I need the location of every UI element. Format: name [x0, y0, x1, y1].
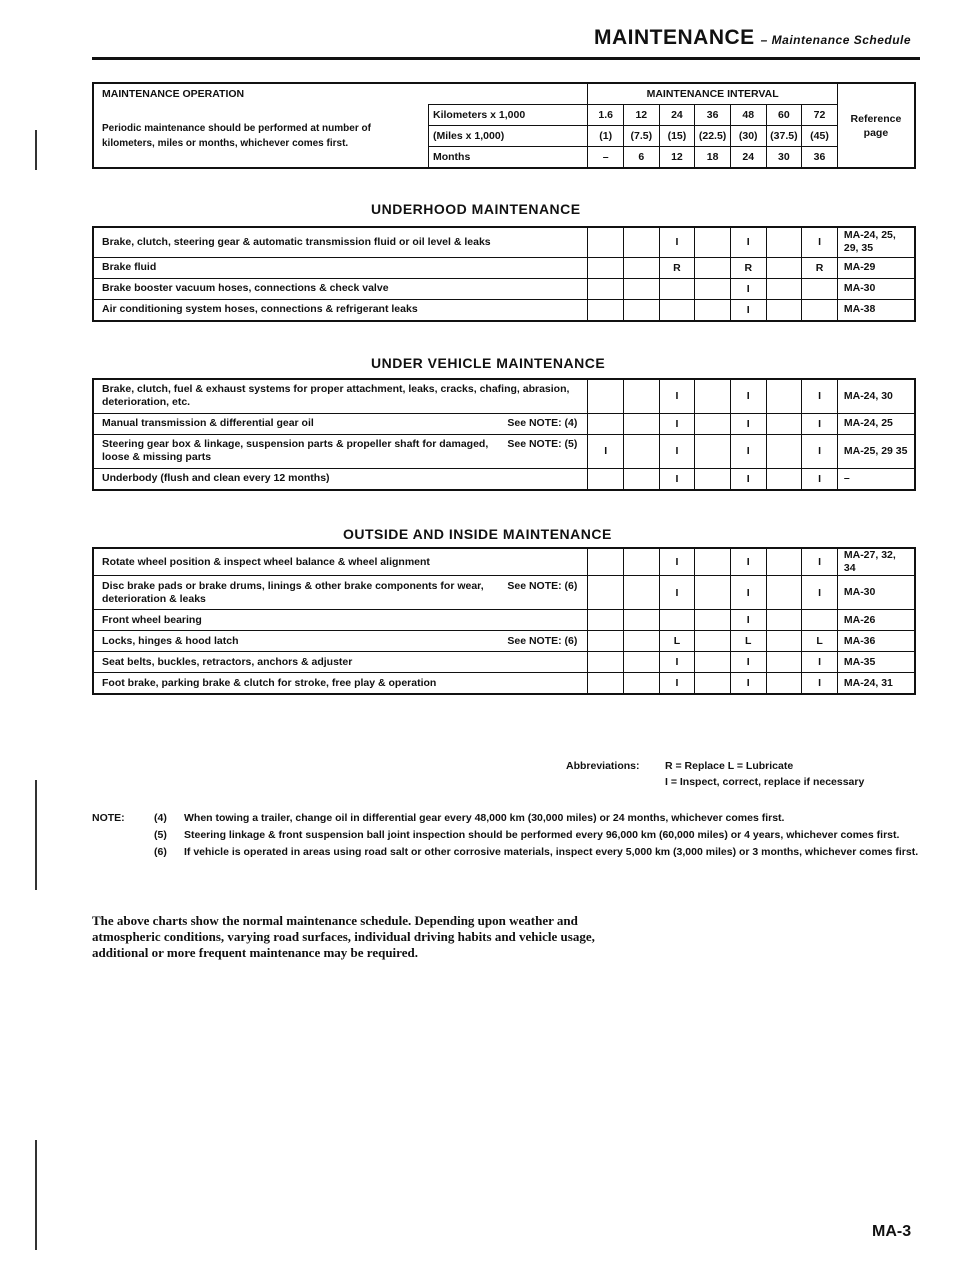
margin-rule-mid — [35, 780, 37, 890]
item-text: Brake booster vacuum hoses, connections & check valve — [102, 282, 389, 294]
interval-mark: I — [659, 379, 695, 413]
abbreviations-line-1: R = Replace L = Lubricate — [665, 760, 794, 772]
margin-rule-top — [35, 130, 37, 170]
header-rule — [92, 57, 920, 60]
interval-mark — [802, 299, 838, 321]
item-text: Brake, clutch, fuel & exhaust systems for proper attachment, leaks, cracks, chafing, abrasion, deterioration, etc. — [102, 383, 570, 409]
interval-cell: (15) — [659, 126, 695, 147]
maintenance-item — [93, 548, 588, 576]
interval-mark: I — [730, 576, 766, 610]
note-number: (6) — [154, 846, 167, 858]
interval-mark: I — [730, 548, 766, 576]
interval-mark: I — [659, 227, 695, 257]
item-text: Brake fluid — [102, 261, 157, 273]
interval-mark — [588, 257, 624, 278]
outside-inside-table — [92, 547, 916, 695]
interval-mark: R — [730, 257, 766, 278]
page-title — [594, 26, 911, 50]
maintenance-item — [93, 434, 588, 468]
interval-cell: 24 — [659, 105, 695, 126]
reference-page: MA-24, 30 — [837, 379, 915, 413]
maintenance-item — [93, 413, 588, 434]
interval-mark — [695, 278, 731, 299]
interval-mark: I — [730, 673, 766, 695]
interval-mark — [624, 257, 660, 278]
interval-mark — [695, 227, 731, 257]
interval-mark: I — [802, 652, 838, 673]
interval-mark — [766, 652, 802, 673]
schedule-header-table — [92, 82, 916, 169]
maintenance-row — [93, 548, 915, 576]
note-item — [92, 827, 922, 844]
interval-mark — [766, 379, 802, 413]
see-note: See NOTE: (5) — [507, 438, 578, 450]
maintenance-item — [93, 673, 588, 695]
interval-mark: I — [802, 673, 838, 695]
note-item — [92, 844, 922, 861]
interval-mark — [695, 610, 731, 631]
maintenance-item — [93, 278, 588, 299]
interval-mark — [766, 299, 802, 321]
interval-cell: (22.5) — [695, 126, 731, 147]
interval-mark — [588, 548, 624, 576]
note-text: When towing a trailer, change oil in differential gear every 48,000 km (30,000 miles) or 24 months, whichever comes first. — [184, 812, 785, 824]
interval-mark — [588, 631, 624, 652]
reference-page: MA-29 — [837, 257, 915, 278]
reference-page: MA-25, 29 35 — [837, 434, 915, 468]
note-text: Steering linkage & front suspension ball joint inspection should be performed every 96,000 km (60,000 miles) or 4 years, whichever comes first. — [184, 829, 900, 841]
see-note: See NOTE: (6) — [507, 634, 578, 647]
interval-mark — [624, 652, 660, 673]
maintenance-row — [93, 468, 915, 490]
note-item — [92, 810, 922, 827]
interval-mark — [588, 468, 624, 490]
maintenance-item — [93, 227, 588, 257]
interval-mark — [588, 227, 624, 257]
interval-mark — [588, 299, 624, 321]
interval-cell: 48 — [730, 105, 766, 126]
summary-paragraph: The above charts show the normal maintenance schedule. Depending upon weather and atmospheric conditions, varying road surfaces, individual driving habits and vehicle usage, additional or more frequent maintenance may be required. — [92, 913, 595, 960]
section-title-underhood: UNDERHOOD MAINTENANCE — [371, 201, 581, 217]
maintenance-item — [93, 468, 588, 490]
interval-mark — [695, 413, 731, 434]
note-number: (4) — [154, 812, 167, 824]
interval-mark: I — [730, 652, 766, 673]
section-title-under-vehicle: UNDER VEHICLE MAINTENANCE — [371, 355, 606, 371]
interval-mark — [588, 673, 624, 695]
note-text: If vehicle is operated in areas using road salt or other corrosive materials, inspect every 5,000 km (3,000 miles) or 3 months, whichever comes first. — [184, 846, 919, 858]
interval-mark — [588, 278, 624, 299]
interval-mark: I — [659, 468, 695, 490]
interval-mark — [766, 257, 802, 278]
interval-mark — [588, 379, 624, 413]
interval-mark — [695, 548, 731, 576]
margin-rule-bottom — [35, 1140, 37, 1250]
under-vehicle-table — [92, 378, 916, 491]
interval-cell: (45) — [802, 126, 838, 147]
interval-cell: 12 — [659, 147, 695, 169]
interval-mark — [695, 299, 731, 321]
interval-mark — [659, 610, 695, 631]
maintenance-row — [93, 278, 915, 299]
interval-mark — [588, 413, 624, 434]
interval-mark: I — [730, 434, 766, 468]
interval-mark — [766, 576, 802, 610]
section-title-outside-inside: OUTSIDE AND INSIDE MAINTENANCE — [343, 526, 612, 542]
interval-cell: 72 — [802, 105, 838, 126]
maintenance-item — [93, 379, 588, 413]
interval-mark: I — [730, 278, 766, 299]
interval-mark — [695, 434, 731, 468]
item-text: Seat belts, buckles, retractors, anchors & adjuster — [102, 655, 353, 668]
item-text: Air conditioning system hoses, connections & refrigerant leaks — [102, 303, 418, 315]
interval-mark: I — [730, 413, 766, 434]
reference-page: MA-30 — [837, 278, 915, 299]
interval-mark: R — [802, 257, 838, 278]
interval-mark: I — [802, 227, 838, 257]
interval-mark — [766, 610, 802, 631]
interval-mark: I — [730, 610, 766, 631]
interval-mark — [624, 434, 660, 468]
operation-title: MAINTENANCE OPERATION — [93, 83, 588, 105]
interval-cell: 36 — [802, 147, 838, 169]
interval-cell: 24 — [730, 147, 766, 169]
interval-mark — [588, 610, 624, 631]
interval-mark — [659, 278, 695, 299]
interval-mark: I — [588, 434, 624, 468]
interval-mark: I — [730, 299, 766, 321]
interval-mark — [695, 468, 731, 490]
interval-mark — [766, 548, 802, 576]
item-text: Manual transmission & differential gear oil — [102, 417, 314, 429]
maintenance-row — [93, 576, 915, 610]
item-text: Front wheel bearing — [102, 613, 202, 626]
reference-page-header: Reference page — [837, 83, 915, 168]
interval-mark: I — [730, 227, 766, 257]
interval-mark: I — [659, 576, 695, 610]
maintenance-item — [93, 299, 588, 321]
interval-mark — [624, 413, 660, 434]
subtitle-text: – Maintenance Schedule — [760, 33, 912, 47]
reference-page: MA-24, 31 — [837, 673, 915, 695]
item-text: Rotate wheel position & inspect wheel balance & wheel alignment — [102, 555, 430, 568]
interval-mark: I — [730, 379, 766, 413]
title-text: MAINTENANCE — [594, 26, 755, 49]
item-text: Steering gear box & linkage, suspension parts & propeller shaft for damaged, loose & missing parts — [102, 438, 489, 463]
maintenance-item — [93, 652, 588, 673]
interval-mark: I — [730, 468, 766, 490]
interval-mark — [695, 257, 731, 278]
interval-mark — [624, 673, 660, 695]
interval-cell: (37.5) — [766, 126, 802, 147]
interval-unit-label: Kilometers x 1,000 — [428, 105, 587, 126]
interval-mark: I — [802, 576, 838, 610]
interval-mark — [624, 631, 660, 652]
reference-page: MA-24, 25, 29, 35 — [837, 227, 915, 257]
interval-mark — [588, 576, 624, 610]
note-number: (5) — [154, 829, 167, 841]
reference-page: MA-26 — [837, 610, 915, 631]
abbreviations-label: Abbreviations: — [566, 760, 640, 772]
interval-mark — [802, 610, 838, 631]
maintenance-row — [93, 379, 915, 413]
interval-mark: I — [802, 548, 838, 576]
interval-cell: (30) — [730, 126, 766, 147]
interval-mark — [624, 227, 660, 257]
reference-page: MA-35 — [837, 652, 915, 673]
item-text: Foot brake, parking brake & clutch for stroke, free play & operation — [102, 676, 437, 689]
interval-mark — [624, 468, 660, 490]
interval-mark: R — [659, 257, 695, 278]
interval-mark: L — [730, 631, 766, 652]
maintenance-item — [93, 257, 588, 278]
interval-mark: I — [659, 548, 695, 576]
interval-mark — [766, 468, 802, 490]
page-number: MA-3 — [872, 1223, 912, 1240]
item-text: Locks, hinges & hood latch — [102, 634, 239, 647]
reference-page: – — [837, 468, 915, 490]
interval-mark — [659, 299, 695, 321]
maintenance-item — [93, 610, 588, 631]
interval-mark — [766, 631, 802, 652]
maintenance-item — [93, 576, 588, 610]
interval-mark — [624, 610, 660, 631]
interval-mark: I — [802, 413, 838, 434]
interval-mark — [695, 631, 731, 652]
underhood-table — [92, 226, 916, 322]
item-text: Brake, clutch, steering gear & automatic transmission fluid or oil level & leaks — [102, 235, 491, 248]
interval-mark — [695, 379, 731, 413]
interval-mark — [695, 652, 731, 673]
see-note: See NOTE: (4) — [507, 417, 578, 429]
reference-page: MA-36 — [837, 631, 915, 652]
notes-block — [92, 810, 922, 861]
reference-page: MA-27, 32, 34 — [837, 548, 915, 576]
interval-mark — [695, 576, 731, 610]
interval-mark: I — [802, 379, 838, 413]
interval-mark — [624, 278, 660, 299]
interval-unit-label: Months — [428, 147, 587, 169]
interval-mark: L — [802, 631, 838, 652]
maintenance-row — [93, 299, 915, 321]
interval-cell: (1) — [588, 126, 624, 147]
interval-mark — [802, 278, 838, 299]
maintenance-row — [93, 257, 915, 278]
interval-mark: L — [659, 631, 695, 652]
interval-mark: I — [802, 434, 838, 468]
interval-cell: 18 — [695, 147, 731, 169]
maintenance-row — [93, 610, 915, 631]
maintenance-row — [93, 413, 915, 434]
interval-mark — [766, 434, 802, 468]
interval-cell: – — [588, 147, 624, 169]
reference-page: MA-24, 25 — [837, 413, 915, 434]
maintenance-row — [93, 434, 915, 468]
interval-mark — [588, 652, 624, 673]
abbreviations-line-2: I = Inspect, correct, replace if necessary — [665, 776, 865, 788]
interval-mark — [766, 413, 802, 434]
maintenance-row — [93, 673, 915, 695]
interval-mark: I — [659, 434, 695, 468]
maintenance-item — [93, 631, 588, 652]
interval-mark — [624, 379, 660, 413]
interval-cell: (7.5) — [623, 126, 659, 147]
operation-description: Periodic maintenance should be performed at number of kilometers, miles or months, whichever comes first. — [93, 105, 428, 169]
interval-title: MAINTENANCE INTERVAL — [588, 83, 838, 105]
maintenance-row — [93, 631, 915, 652]
notes-label: NOTE: — [92, 812, 125, 824]
interval-mark: I — [659, 652, 695, 673]
item-text: Disc brake pads or brake drums, linings & other brake components for wear, deterioration & leaks — [102, 579, 484, 605]
reference-page: MA-30 — [837, 576, 915, 610]
interval-mark — [766, 227, 802, 257]
interval-mark — [695, 673, 731, 695]
interval-mark — [624, 299, 660, 321]
interval-cell: 60 — [766, 105, 802, 126]
interval-mark — [624, 548, 660, 576]
interval-mark: I — [802, 468, 838, 490]
maintenance-row — [93, 652, 915, 673]
interval-cell: 1.6 — [588, 105, 624, 126]
interval-unit-label: (Miles x 1,000) — [428, 126, 587, 147]
interval-cell: 6 — [623, 147, 659, 169]
reference-page: MA-38 — [837, 299, 915, 321]
see-note: See NOTE: (6) — [507, 579, 578, 592]
interval-mark — [766, 278, 802, 299]
interval-mark — [766, 673, 802, 695]
maintenance-row — [93, 227, 915, 257]
interval-mark: I — [659, 673, 695, 695]
interval-cell: 30 — [766, 147, 802, 169]
interval-mark: I — [659, 413, 695, 434]
interval-cell: 12 — [623, 105, 659, 126]
interval-mark — [624, 576, 660, 610]
item-text: Underbody (flush and clean every 12 months) — [102, 472, 330, 484]
interval-cell: 36 — [695, 105, 731, 126]
